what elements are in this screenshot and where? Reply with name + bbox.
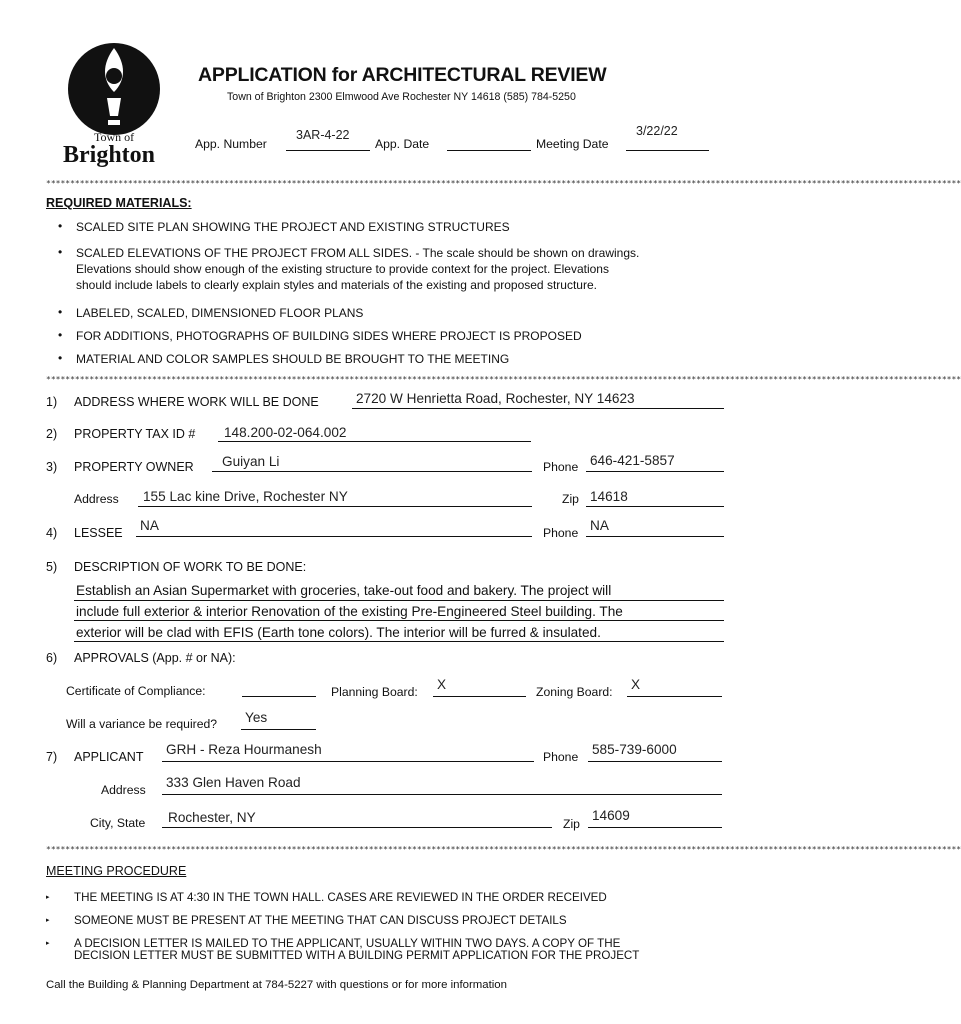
work-address-label: ADDRESS WHERE WORK WILL BE DONE — [74, 395, 319, 409]
field-line — [162, 827, 552, 828]
required-item: LABELED, SCALED, DIMENSIONED FLOOR PLANS — [76, 306, 364, 320]
item-number: 7) — [46, 750, 58, 764]
field-line — [218, 441, 531, 442]
tax-id-field[interactable]: 148.200-02-064.002 — [224, 425, 347, 440]
procedure-item: DECISION LETTER MUST BE SUBMITTED WITH A BUILDING PERMIT APPLICATION FOR THE PROJECT — [74, 949, 640, 962]
field-line — [352, 408, 724, 409]
item-number: 5) — [46, 560, 58, 574]
lessee-phone-label: Phone — [543, 526, 579, 540]
field-line — [588, 761, 722, 762]
applicant-address-label: Address — [101, 783, 146, 797]
separator: ********************************************************************************************************************************************************************************************** — [46, 375, 961, 384]
description-label: DESCRIPTION OF WORK TO BE DONE: — [74, 560, 307, 574]
required-item: SCALED SITE PLAN SHOWING THE PROJECT AND EXISTING STRUCTURES — [76, 220, 510, 234]
lessee-field[interactable]: NA — [140, 518, 159, 533]
field-line — [241, 729, 316, 730]
applicant-field[interactable]: GRH - Reza Hourmanesh — [166, 742, 322, 757]
applicant-zip-label: Zip — [563, 817, 580, 831]
applicant-zip-field[interactable]: 14609 — [592, 808, 630, 823]
tax-id-label: PROPERTY TAX ID # — [74, 427, 196, 441]
app-date-label: App. Date — [375, 137, 430, 151]
owner-address-field[interactable]: 155 Lac kine Drive, Rochester NY — [143, 489, 348, 504]
separator: ********************************************************************************************************************************************************************************************** — [46, 845, 961, 854]
field-line — [242, 696, 316, 697]
app-date-line — [447, 150, 531, 151]
lessee-label: LESSEE — [74, 526, 123, 540]
item-number: 3) — [46, 460, 58, 474]
coc-label: Certificate of Compliance: — [66, 684, 206, 698]
applicant-label: APPLICANT — [74, 750, 144, 764]
owner-zip-field[interactable]: 14618 — [590, 489, 628, 504]
applicant-address-field[interactable]: 333 Glen Haven Road — [166, 775, 301, 790]
item-number: 6) — [46, 651, 58, 665]
bullet: • — [58, 328, 63, 342]
bullet: • — [58, 351, 63, 365]
required-item: FOR ADDITIONS, PHOTOGRAPHS OF BUILDING SIDES WHERE PROJECT IS PROPOSED — [76, 329, 582, 343]
field-line — [74, 600, 724, 601]
applicant-phone-label: Phone — [543, 750, 579, 764]
description-line[interactable]: Establish an Asian Supermarket with groceries, take-out food and bakery. The project will — [76, 583, 612, 598]
field-line — [588, 827, 722, 828]
zoning-board-field[interactable]: X — [631, 677, 641, 692]
planning-board-label: Planning Board: — [331, 685, 418, 699]
required-item: MATERIAL AND COLOR SAMPLES SHOULD BE BROUGHT TO THE MEETING — [76, 352, 510, 366]
item-number: 1) — [46, 395, 58, 409]
arrow-marker-icon: ▸ — [46, 940, 50, 947]
owner-label: PROPERTY OWNER — [74, 460, 194, 474]
field-line — [627, 696, 722, 697]
town-address: Town of Brighton 2300 Elmwood Ave Rochester NY 14618 (585) 784-5250 — [227, 91, 576, 103]
owner-phone-field[interactable]: 646-421-5857 — [590, 453, 675, 468]
item-number: 4) — [46, 526, 58, 540]
description-line[interactable]: exterior will be clad with EFIS (Earth tone colors). The interior will be furred & insulated. — [76, 625, 601, 640]
bullet: • — [58, 305, 63, 319]
field-line — [138, 506, 532, 507]
owner-zip-label: Zip — [562, 492, 579, 506]
field-line — [586, 471, 724, 472]
meeting-date-label: Meeting Date — [536, 137, 609, 151]
city-state-label: City, State — [90, 816, 146, 830]
planning-board-field[interactable]: X — [437, 677, 447, 692]
separator: ********************************************************************************************************************************************************************************************** — [46, 179, 961, 188]
lessee-phone-field[interactable]: NA — [590, 518, 609, 533]
field-line — [162, 794, 722, 795]
procedure-item: A DECISION LETTER IS MAILED TO THE APPLICANT, USUALLY WITHIN TWO DAYS. A COPY OF THE — [74, 937, 621, 950]
city-state-field[interactable]: Rochester, NY — [168, 810, 256, 825]
variance-label: Will a variance be required? — [66, 717, 218, 731]
owner-phone-label: Phone — [543, 460, 579, 474]
required-item: Elevations should show enough of the existing structure to provide context for the project. Elevations — [76, 262, 609, 276]
owner-field[interactable]: Guiyan Li — [222, 454, 280, 469]
lamp-emblem-icon — [58, 34, 173, 144]
app-number-field[interactable]: 3AR-4-22 — [296, 128, 350, 142]
town-logo — [58, 34, 173, 174]
arrow-marker-icon: ▸ — [46, 894, 50, 901]
field-line — [586, 506, 724, 507]
bullet: • — [58, 219, 63, 233]
field-line — [74, 620, 724, 621]
app-number-label: App. Number — [195, 137, 267, 151]
item-number: 2) — [46, 427, 58, 441]
field-line — [586, 536, 724, 537]
arrow-marker-icon: ▸ — [46, 917, 50, 924]
approvals-label: APPROVALS (App. # or NA): — [74, 651, 236, 665]
meeting-date-line — [626, 150, 709, 151]
work-address-field[interactable]: 2720 W Henrietta Road, Rochester, NY 14623 — [356, 391, 635, 406]
zoning-board-label: Zoning Board: — [536, 685, 613, 699]
field-line — [212, 471, 532, 472]
field-line — [433, 696, 526, 697]
required-item: SCALED ELEVATIONS OF THE PROJECT FROM ALL SIDES. - The scale should be shown on drawings. — [76, 246, 640, 260]
description-line[interactable]: include full exterior & interior Renovation of the existing Pre-Engineered Steel building. The — [76, 604, 623, 619]
page-title: APPLICATION for ARCHITECTURAL REVIEW — [198, 64, 607, 86]
variance-field[interactable]: Yes — [245, 710, 268, 725]
procedure-item: SOMEONE MUST BE PRESENT AT THE MEETING THAT CAN DISCUSS PROJECT DETAILS — [74, 914, 567, 927]
applicant-phone-field[interactable]: 585-739-6000 — [592, 742, 677, 757]
procedure-item: THE MEETING IS AT 4:30 IN THE TOWN HALL. CASES ARE REVIEWED IN THE ORDER RECEIVED — [74, 891, 607, 904]
meeting-date-field[interactable]: 3/22/22 — [636, 124, 678, 138]
logo-town-of: Town of — [94, 130, 135, 144]
owner-address-label: Address — [74, 492, 119, 506]
app-number-line — [286, 150, 370, 151]
meeting-procedure-heading: MEETING PROCEDURE — [46, 864, 187, 878]
footer-note: Call the Building & Planning Department at 784-5227 with questions or for more information — [46, 979, 507, 991]
logo-brighton: Brighton — [63, 142, 156, 168]
field-line — [136, 536, 532, 537]
field-line — [162, 761, 534, 762]
field-line — [74, 641, 724, 642]
bullet: • — [58, 245, 63, 259]
required-materials-heading: REQUIRED MATERIALS: — [46, 196, 192, 210]
required-item: should include labels to clearly explain styles and materials of the existing and proposed structure. — [76, 278, 597, 292]
